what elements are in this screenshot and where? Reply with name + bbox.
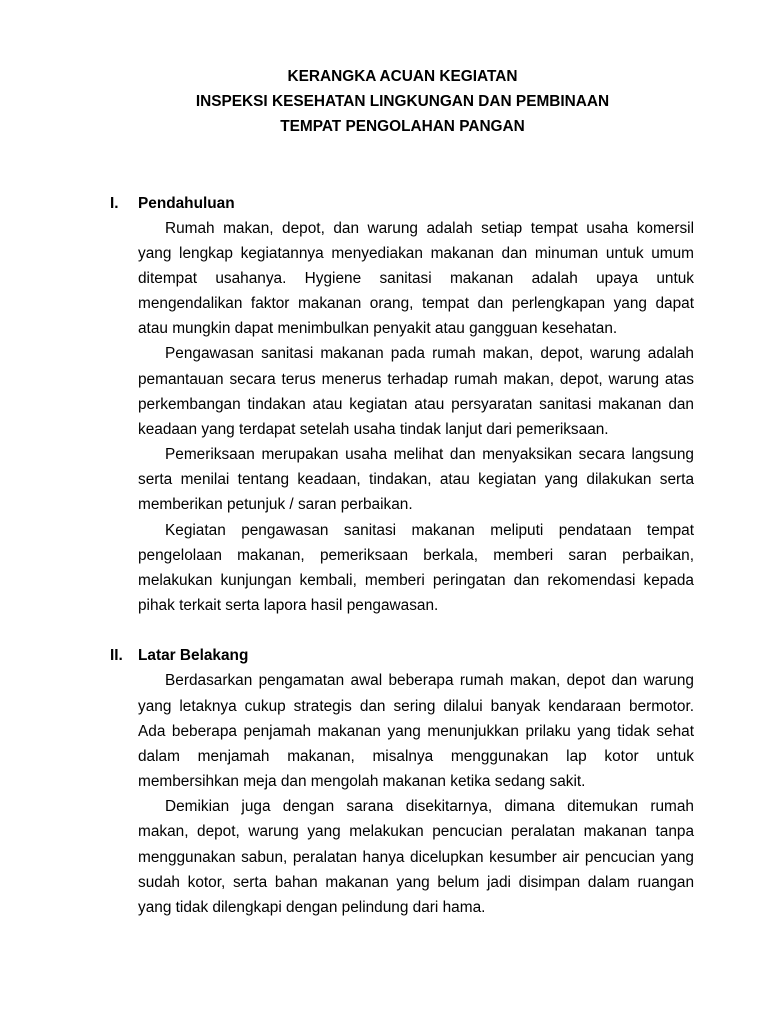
- paragraph-line: makan, depot, warung yang melakukan pencucian peralatan makanan tanpa: [138, 823, 694, 841]
- title-line: INSPEKSI KESEHATAN LINGKUNGAN DAN PEMBINAAN: [195, 92, 610, 110]
- paragraph: [138, 341, 694, 442]
- paragraph-line: Pengawasan sanitasi makanan pada rumah makan, depot, warung adalah: [165, 345, 694, 363]
- paragraph-line: ditempat usahanya. Hygiene sanitasi makanan adalah upaya untuk: [138, 269, 694, 287]
- document-title: [110, 64, 695, 140]
- paragraph: [138, 442, 694, 517]
- paragraph-line: yang letaknya cukup strategis dan sering dilalui banyak kendaraan bermotor.: [138, 697, 694, 715]
- section-latar-belakang: [110, 643, 695, 920]
- paragraph: [138, 794, 694, 920]
- paragraph-line: yang tidak dilengkapi dengan pelindung dari hama.: [138, 898, 486, 916]
- paragraph-line: pengelolaan makanan, pemeriksaan berkala, memberi saran perbaikan,: [138, 546, 694, 564]
- paragraph-line: dalam menjamah makanan, misalnya menggunakan lap kotor untuk: [138, 747, 694, 765]
- paragraph: [138, 518, 694, 619]
- section-number: II.: [110, 647, 123, 665]
- paragraph-line: Berdasarkan pengamatan awal beberapa rumah makan, depot dan warung: [165, 672, 694, 690]
- paragraph-line: perkembangan tindakan atau kegiatan atau persyaratan sanitasi makanan dan: [138, 395, 694, 413]
- title-line: TEMPAT PENGOLAHAN PANGAN: [280, 118, 525, 136]
- section-header: [110, 191, 695, 216]
- section-header: [110, 643, 695, 668]
- paragraph-line: Kegiatan pengawasan sanitasi makanan meliputi pendataan tempat: [165, 521, 694, 539]
- paragraph: [138, 668, 694, 794]
- paragraph: [138, 216, 694, 342]
- paragraph-line: memberikan petunjuk / saran perbaikan.: [138, 496, 413, 514]
- section-heading: Pendahuluan: [138, 194, 235, 212]
- paragraph-line: pihak terkait serta lapora hasil pengawasan.: [138, 597, 439, 614]
- paragraph-line: serta menilai tentang keadaan, tindakan, atau kegiatan yang dilakukan serta: [138, 471, 694, 489]
- paragraph-line: Rumah makan, depot, dan warung adalah setiap tempat usaha komersil: [165, 219, 694, 237]
- paragraph-line: membersihkan meja dan mengolah makanan ketika sedang sakit.: [138, 773, 586, 791]
- paragraph-line: Demikian juga dengan sarana disekitarnya, dimana ditemukan rumah: [165, 798, 694, 816]
- paragraph-line: yang lengkap kegiatannya menyediakan makanan dan minuman untuk umum: [138, 244, 694, 262]
- title-line: KERANGKA ACUAN KEGIATAN: [287, 67, 518, 85]
- section-pendahuluan: [110, 191, 695, 619]
- paragraph-line: keadaan yang terdapat setelah usaha tindak lanjut dari pemeriksaan.: [138, 420, 609, 438]
- section-heading: Latar Belakang: [138, 647, 249, 665]
- paragraph-line: melakukan kunjungan kembali, memberi peringatan dan rekomendasi kepada: [138, 571, 694, 589]
- paragraph-line: menggunakan sabun, peralatan hanya dicelupkan kesumber air pencucian yang: [138, 848, 694, 866]
- paragraph-line: Pemeriksaan merupakan usaha melihat dan menyaksikan secara langsung: [165, 446, 694, 464]
- document-body: [110, 191, 695, 921]
- section-number: I.: [110, 194, 119, 212]
- paragraph-line: sudah kotor, serta bahan makanan yang belum jadi disimpan dalam ruangan: [138, 873, 694, 891]
- paragraph-line: pemantauan secara terus menerus terhadap rumah makan, depot, warung atas: [138, 370, 694, 388]
- paragraph-line: Ada beberapa penjamah makanan yang menunjukkan prilaku yang tidak sehat: [138, 722, 694, 740]
- paragraph-line: mengendalikan faktor makanan orang, tempat dan perlengkapan yang dapat: [138, 295, 694, 313]
- paragraph-line: atau mungkin dapat menimbulkan penyakit atau gangguan kesehatan.: [138, 320, 618, 338]
